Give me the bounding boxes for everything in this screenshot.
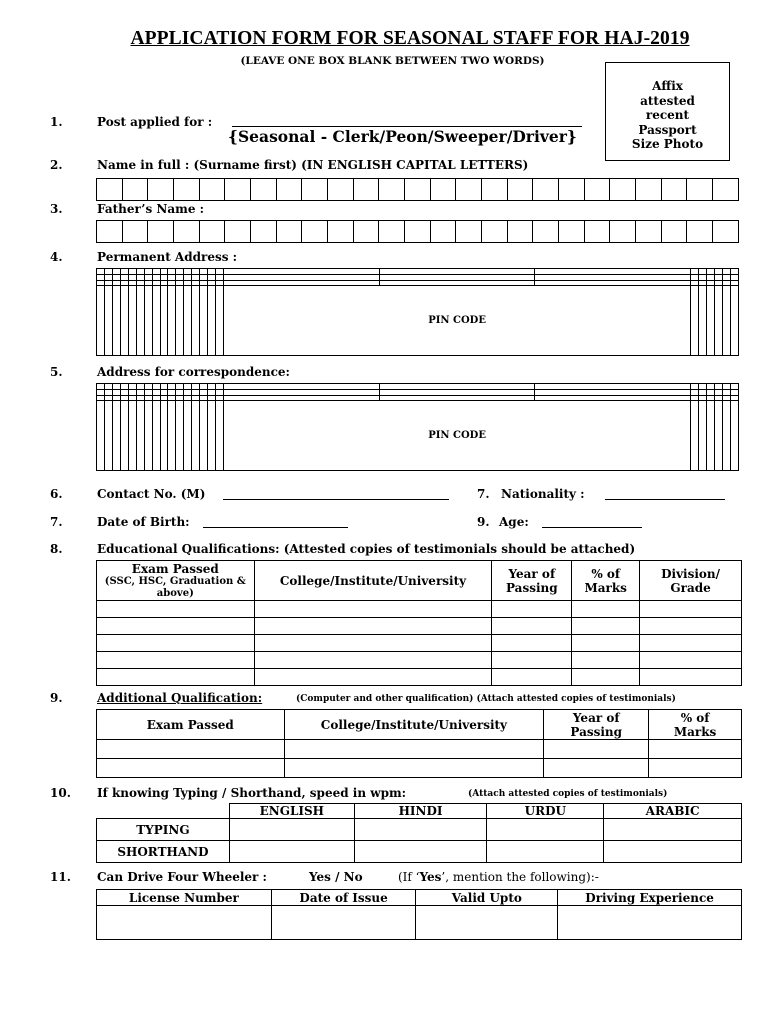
pin-code-label: PIN CODE xyxy=(224,286,691,356)
q2-number: 2. xyxy=(50,158,63,172)
q10-number: 10. xyxy=(50,786,71,800)
age-label: Age: xyxy=(499,515,529,529)
typing-col-arabic: ARABIC xyxy=(604,804,742,819)
correspondence-address-boxes[interactable] xyxy=(96,383,739,471)
edu-col-college: College/Institute/University xyxy=(254,561,492,601)
q6-label: Contact No. (M) xyxy=(97,487,206,501)
edu-col-year-2: Passing xyxy=(505,580,558,595)
q9-label: Additional Qualification: xyxy=(97,691,263,705)
age-line[interactable] xyxy=(542,527,642,528)
edu-col-marks-1: % of xyxy=(591,566,621,581)
name-boxes[interactable] xyxy=(96,178,739,201)
table-row[interactable] xyxy=(97,906,742,940)
permanent-address-boxes[interactable] xyxy=(96,268,739,356)
add-col-marks xyxy=(649,710,742,740)
q10-note: (Attach attested copies of testimonials) xyxy=(468,789,668,799)
q11-number: 11. xyxy=(50,870,71,884)
edu-col-year xyxy=(492,561,572,601)
q9-note: (Computer and other qualification) (Attach attested copies of testimonials) xyxy=(296,694,676,704)
contact-line[interactable] xyxy=(223,499,449,500)
add-col-year-2: Passing xyxy=(570,724,623,739)
q2-label: Name in full : (Surname first) (IN ENGLISH CAPITAL LETTERS) xyxy=(97,158,529,172)
q11-note xyxy=(398,870,599,884)
edu-col-exam xyxy=(97,561,255,601)
father-name-boxes[interactable] xyxy=(96,220,739,243)
edu-col-division xyxy=(640,561,742,601)
q11-note-yes: Yes xyxy=(419,870,442,884)
edu-col-exam-sub: (SSC, HSC, Graduation & above) xyxy=(104,575,246,599)
shorthand-row-label: SHORTHAND xyxy=(97,841,230,863)
q8-label: Educational Qualifications: (Attested copies of testimonials should be attached) xyxy=(97,542,636,556)
typing-table xyxy=(96,803,742,863)
table-row[interactable] xyxy=(97,652,742,669)
add-col-exam: Exam Passed xyxy=(97,710,285,740)
add-col-year xyxy=(544,710,649,740)
nationality-label: Nationality : xyxy=(501,487,585,501)
q9-number: 9. xyxy=(50,691,63,705)
table-row[interactable] xyxy=(97,759,742,778)
table-row[interactable] xyxy=(97,635,742,652)
add-col-marks-2: Marks xyxy=(673,724,717,739)
photo-text-5: Size Photo xyxy=(631,137,704,151)
q4-label: Permanent Address : xyxy=(97,250,238,264)
education-table xyxy=(96,560,742,686)
form-title: APPLICATION FORM FOR SEASONAL STAFF FOR HAJ-2019 xyxy=(130,28,690,49)
drive-choice[interactable]: Yes / No xyxy=(309,870,363,884)
form-subtitle: (LEAVE ONE BOX BLANK BETWEEN TWO WORDS) xyxy=(240,55,545,67)
license-col-experience: Driving Experience xyxy=(558,890,742,906)
typing-row-label: TYPING xyxy=(97,819,230,841)
q4-number: 4. xyxy=(50,250,63,264)
table-row[interactable] xyxy=(97,740,742,759)
nationality-line[interactable] xyxy=(605,499,725,500)
table-row[interactable] xyxy=(97,841,742,863)
q8-number: 8. xyxy=(50,542,63,556)
photo-box[interactable] xyxy=(605,62,730,161)
license-col-number: License Number xyxy=(97,890,272,906)
pin-code-label-2: PIN CODE xyxy=(224,401,691,471)
typing-col-english: ENGLISH xyxy=(229,804,354,819)
photo-text-4: Passport xyxy=(638,122,697,137)
edu-col-marks xyxy=(572,561,640,601)
q5-label: Address for correspondence: xyxy=(97,365,290,379)
additional-qualification-table xyxy=(96,709,742,778)
post-options: {Seasonal - Clerk/Peon/Sweeper/Driver} xyxy=(228,127,577,146)
table-row[interactable] xyxy=(97,669,742,686)
photo-text-3: recent xyxy=(645,108,690,122)
license-col-valid: Valid Upto xyxy=(416,890,558,906)
dob-line[interactable] xyxy=(203,527,348,528)
q7-label: Date of Birth: xyxy=(97,515,190,529)
q3-number: 3. xyxy=(50,202,63,216)
q6-number: 6. xyxy=(50,487,63,501)
table-row[interactable] xyxy=(97,601,742,618)
license-table xyxy=(96,889,742,940)
q1-number: 1. xyxy=(50,115,63,129)
table-row[interactable] xyxy=(97,618,742,635)
q5-number: 5. xyxy=(50,365,63,379)
edu-col-division-1: Division/ xyxy=(661,566,721,581)
add-col-year-1: Year of xyxy=(572,710,620,725)
add-col-college: College/Institute/University xyxy=(284,710,544,740)
q3-label: Father’s Name : xyxy=(97,202,205,216)
typing-col-urdu: URDU xyxy=(487,804,604,819)
photo-text-1: Affix xyxy=(652,79,683,93)
edu-col-exam-main: Exam Passed xyxy=(131,561,219,576)
q11-label: Can Drive Four Wheeler : xyxy=(97,870,267,884)
q11-note-pre: (If ‘ xyxy=(398,870,420,884)
q1-label: Post applied for : xyxy=(97,115,213,129)
edu-col-marks-2: Marks xyxy=(584,580,627,595)
edu-col-year-1: Year of xyxy=(508,566,556,581)
table-row[interactable] xyxy=(97,819,742,841)
typing-col-hindi: HINDI xyxy=(354,804,487,819)
q11-note-post: ’, mention the following):- xyxy=(441,870,599,884)
q10-label: If knowing Typing / Shorthand, speed in wpm: xyxy=(97,786,407,800)
add-col-marks-1: % of xyxy=(680,710,710,725)
photo-text-2: attested xyxy=(640,93,695,108)
license-col-issue: Date of Issue xyxy=(271,890,416,906)
age-number: 9. xyxy=(477,515,490,529)
q7-number: 7. xyxy=(50,515,63,529)
edu-col-division-2: Grade xyxy=(670,580,711,595)
nationality-number: 7. xyxy=(477,487,490,501)
